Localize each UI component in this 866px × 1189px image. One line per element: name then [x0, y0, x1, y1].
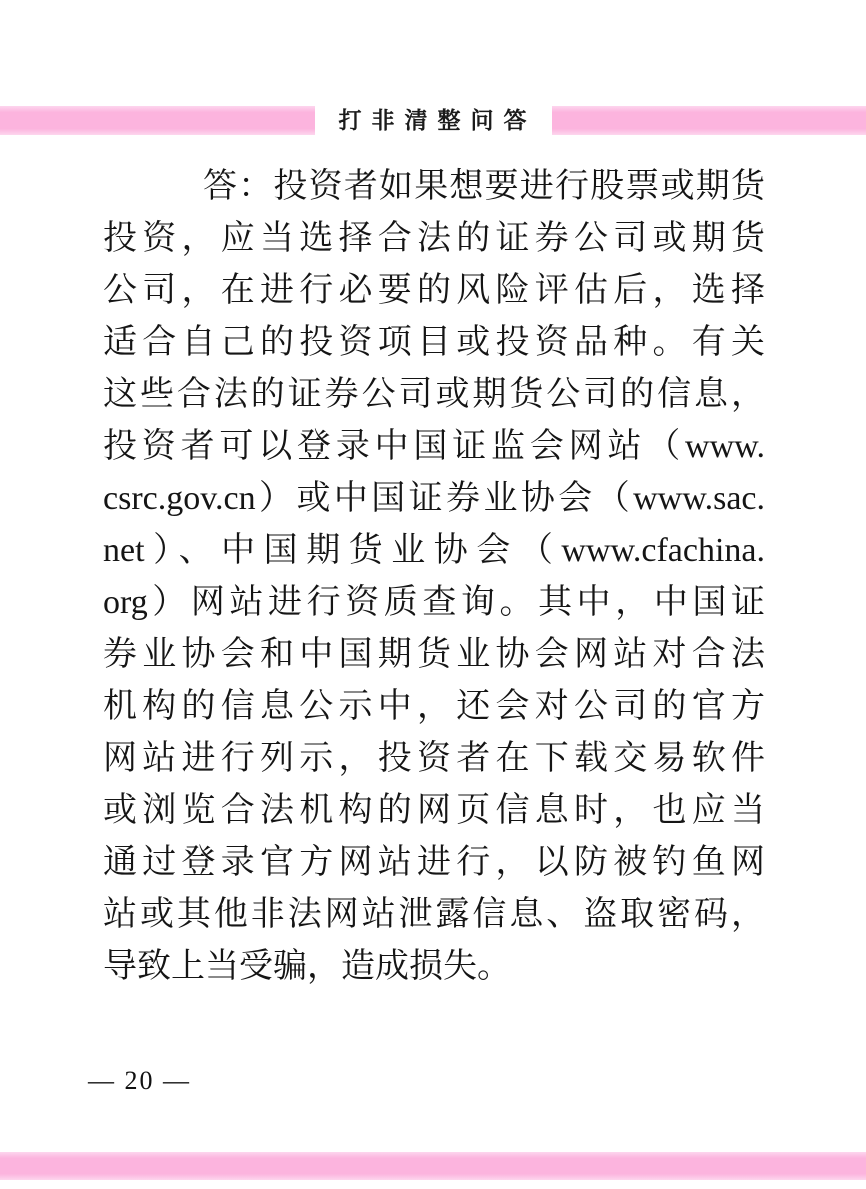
- running-title: 打非清整问答: [338, 108, 537, 133]
- body-text-line: 这些合法的证券公司或期货公司的信息，: [103, 376, 765, 413]
- body-text-line: 或浏览合法机构的网页信息时，也应当: [103, 792, 765, 829]
- answer-paragraph: [103, 161, 765, 993]
- body-text-line: 网站进行列示，投资者在下载交易软件: [103, 740, 765, 777]
- footer-rule: [0, 1152, 866, 1180]
- body-text-line: 投资，应当选择合法的证券公司或期货: [103, 220, 765, 257]
- body-text-line: 公司，在进行必要的风险评估后，选择: [103, 272, 765, 309]
- body-text-line: 券业协会和中国期货业协会网站对合法: [103, 636, 765, 673]
- header-rule-right: [552, 106, 866, 135]
- page-number: — 20 —: [88, 1066, 191, 1095]
- body-text-line: 适合自己的投资项目或投资品种。有关: [103, 324, 765, 361]
- body-text-line: 答：投资者如果想要进行股票或期货: [203, 168, 765, 205]
- body-text-line: 站或其他非法网站泄露信息、盗取密码，: [103, 896, 765, 933]
- body-text-line: 导致上当受骗，造成损失。: [103, 948, 511, 985]
- body-text-line: 投资者可以登录中国证监会网站（www.: [103, 428, 765, 465]
- body-text-line: net）、中国期货业协会（www.cfachina.: [103, 532, 765, 569]
- body-text-line: 通过登录官方网站进行，以防被钓鱼网: [103, 844, 765, 881]
- body-text-line: csrc.gov.cn）或中国证券业协会（www.sac.: [103, 480, 765, 517]
- page-header: [0, 106, 866, 135]
- body-text-line: 机构的信息公示中，还会对公司的官方: [103, 688, 765, 725]
- body-text-line: org）网站进行资质查询。其中，中国证: [103, 584, 765, 621]
- header-rule-left: [0, 106, 315, 135]
